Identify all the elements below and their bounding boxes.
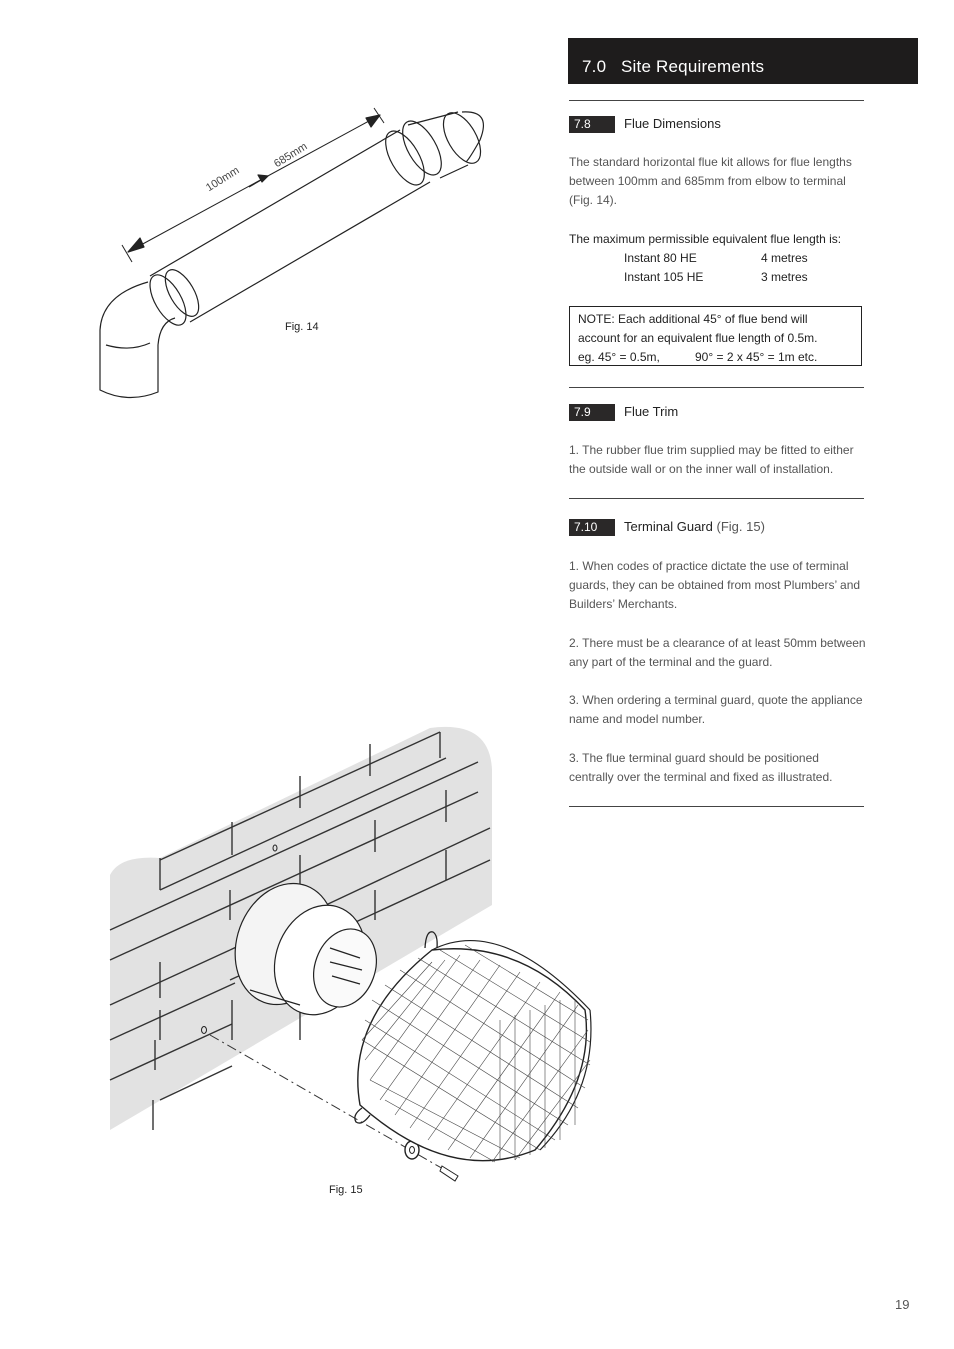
section-header: [568, 38, 918, 84]
subsection-number-7-9: 7.9: [569, 404, 615, 421]
model-row-1-name: Instant 80 HE: [624, 251, 697, 265]
terminal-guard-fig-ref: (Fig. 15): [716, 519, 765, 534]
terminal-guard-paragraph-3: 3. When ordering a terminal guard, quote the appliance name and model number.: [569, 693, 863, 726]
divider: [569, 387, 864, 388]
section-title: Site Requirements: [621, 57, 765, 76]
note-line-2: account for an equivalent flue length of 0.5m.: [578, 331, 818, 345]
terminal-guard-paragraph-4: 3. The flue terminal guard should be positioned centrally over the terminal and fixed as illustrated.: [569, 751, 833, 784]
page-number: 19: [895, 1297, 910, 1312]
model-row-2-length: 3 metres: [761, 270, 808, 284]
subsection-number-7-8: 7.8: [569, 116, 615, 133]
subsection-number-7-10: 7.10: [569, 519, 615, 536]
fig14-dim-max: 685mm: [272, 140, 310, 171]
fig15-label: Fig. 15: [329, 1184, 363, 1196]
subsection-title-flue-trim: Flue Trim: [624, 404, 679, 419]
model-row-1-length: 4 metres: [761, 251, 808, 265]
model-row-2-name: Instant 105 HE: [624, 270, 704, 284]
note-line-1: NOTE: Each additional 45° of flue bend will: [578, 312, 808, 326]
flue-bend-note: [569, 306, 862, 366]
terminal-guard-paragraph-2: 2. There must be a clearance of at least 50mm between any part of the terminal and the guard.: [569, 636, 866, 669]
max-length-intro: The maximum permissible equivalent flue length is:: [569, 232, 842, 246]
divider: [569, 498, 864, 499]
terminal-guard-title: Terminal Guard: [624, 519, 713, 534]
section-header-title: [582, 57, 764, 77]
fig14-dim-min: 100mm: [204, 164, 242, 195]
subsection-title-terminal-guard: [624, 519, 765, 534]
subsection-title-flue-dimensions: Flue Dimensions: [624, 116, 721, 131]
divider: [569, 806, 864, 807]
section-number: 7.0: [582, 57, 607, 76]
flue-trim-paragraph: 1. The rubber flue trim supplied may be fitted to either the outside wall or on the inner wall of installation.: [569, 443, 854, 476]
fig14-label: Fig. 14: [285, 321, 319, 333]
divider: [569, 100, 864, 101]
terminal-guard-paragraph-1: 1. When codes of practice dictate the use of terminal guards, they can be obtained from most Plumbers’ and Builders’ Merchants.: [569, 559, 861, 611]
flue-dimensions-paragraph: The standard horizontal flue kit allows for flue lengths between 100mm and 685mm from elbow to terminal (Fig. 14).: [569, 155, 852, 207]
note-line-3b: 90° = 2 x 45° = 1m etc.: [695, 350, 818, 364]
note-line-3a: eg. 45° = 0.5m,: [578, 350, 660, 364]
